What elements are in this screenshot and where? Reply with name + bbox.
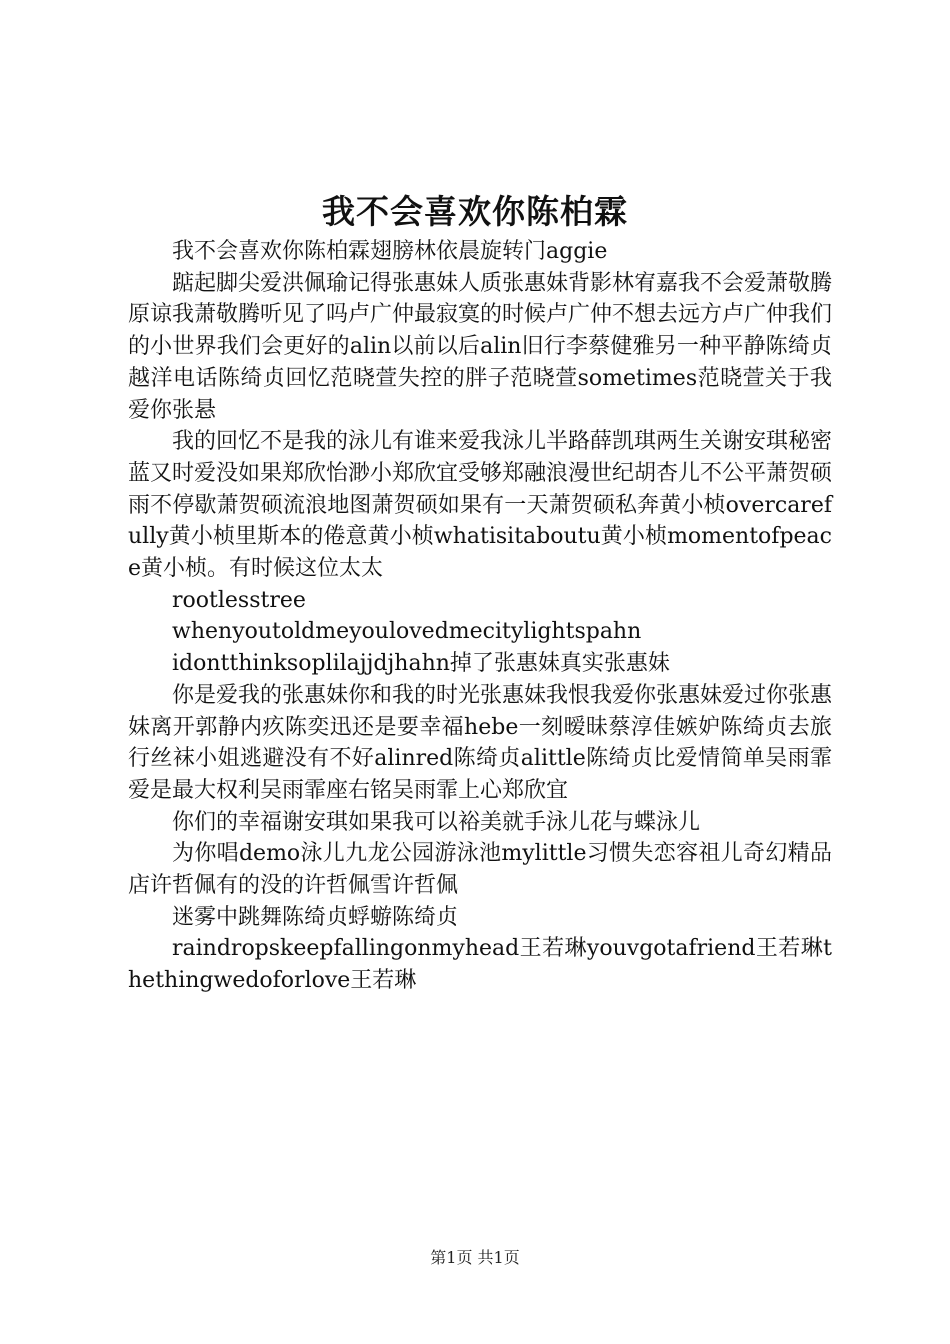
paragraph: 踮起脚尖爱洪佩瑜记得张惠妹人质张惠妹背影林宥嘉我不会爱萧敬腾原谅我萧敬腾听见了吗卢广仲最寂寞的时候卢广仲不想去远方卢广仲我们的小世界我们会更好的alin以前以后alin旧行李蔡健雅另一种平静陈绮贞越洋电话陈绮贞回忆范晓萱失控的胖子范晓萱sometimes范晓萱关于我爱你张悬 (128, 270, 833, 423)
paragraph: 我的回忆不是我的泳儿有谁来爱我泳儿半路薛凯琪两生关谢安琪秘密蓝又时爱没如果郑欣怡渺小郑欣宜受够郑融浪漫世纪胡杏儿不公平萧贺硕雨不停歇萧贺硕流浪地图萧贺硕如果有一天萧贺硕私奔黄小桢overcarefully黄小桢里斯本的倦意黄小桢whatisitaboutu黄小桢momentofpeace黄小桢。有时候这位太太 (128, 429, 833, 582)
paragraph: 你是爱我的张惠妹你和我的时光张惠妹我恨我爱你张惠妹爱过你张惠妹离开郭静内疚陈奕迅还是要幸福hebe一刻暧昧蔡淳佳嫉妒陈绮贞去旅行丝袜小姐逃避没有不好alinred陈绮贞alittle陈绮贞比爱情简单吴雨霏爱是最大权利吴雨霏座右铭吴雨霏上心郑欣宜 (128, 682, 833, 803)
paragraph: raindropskeepfallingonmyhead王若琳youvgotafriend王若琳thethingwedoforlove王若琳 (128, 936, 832, 994)
document-body (128, 236, 832, 997)
page-footer: 第1页 共1页 (430, 1248, 520, 1267)
paragraph: 为你唱demo泳儿九龙公园游泳池mylittle习惯失恋容祖儿奇幻精品店许哲佩有的没的许哲佩雪许哲佩 (128, 841, 832, 899)
paragraph: idontthinksoplilajjdjhahn掉了张惠妹真实张惠妹 (172, 651, 670, 677)
paragraph: 我不会喜欢你陈柏霖翅膀林依晨旋转门aggie (172, 239, 608, 264)
paragraph: whenyoutoldmeyoulovedmecitylightspahn (172, 619, 642, 645)
paragraph: rootlesstree (172, 587, 306, 613)
document-title: 我不会喜欢你陈柏霖 (322, 192, 628, 231)
paragraph: 迷雾中跳舞陈绮贞蜉蝣陈绮贞 (172, 904, 459, 930)
paragraph: 你们的幸福谢安琪如果我可以裕美就手泳儿花与蝶泳儿 (172, 809, 701, 835)
